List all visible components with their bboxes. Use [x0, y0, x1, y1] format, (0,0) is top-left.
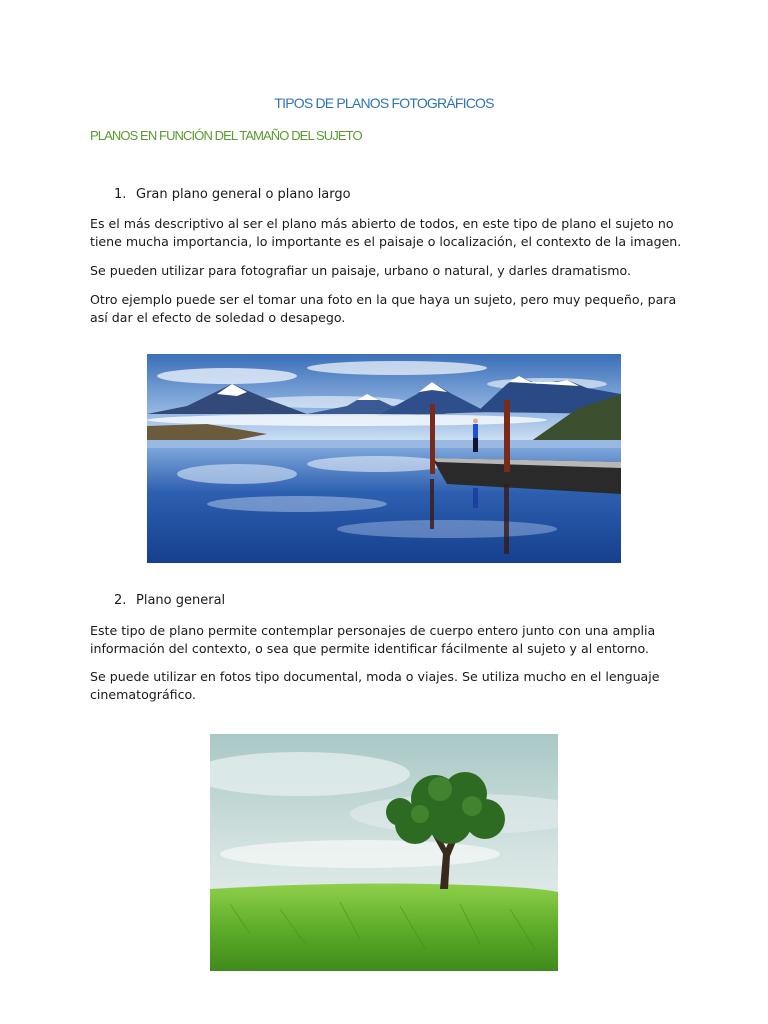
section-heading	[114, 593, 225, 608]
tree-field-photo	[210, 734, 558, 971]
document-subtitle: PLANOS EN FUNCIÓN DEL TAMAÑO DEL SUJETO	[90, 128, 362, 143]
document-title: TIPOS DE PLANOS FOTOGRÁFICOS	[274, 95, 494, 111]
section-heading-text: Plano general	[136, 593, 226, 608]
paragraph: Otro ejemplo puede ser el tomar una foto en la que haya un sujeto, pero muy pequeño, para así dar el efecto de soledad o desapego.	[90, 292, 677, 325]
section-number: 1.	[114, 187, 127, 202]
paragraph: Es el más descriptivo al ser el plano más abierto de todos, en este tipo de plano el sujeto no tiene mucha importancia, lo importante es el paisaje o localización, el contexto de la imagen.	[90, 216, 682, 249]
paragraph: Este tipo de plano permite contemplar personajes de cuerpo entero junto con una amplia información del contexto, o sea que permite identificar fácilmente al sujeto y al entorno.	[90, 623, 656, 656]
section-number: 2.	[114, 593, 127, 608]
paragraph: Se pueden utilizar para fotografiar un paisaje, urbano o natural, y darles dramatismo.	[90, 263, 632, 278]
paragraph: Se puede utilizar en fotos tipo documental, moda o viajes. Se utiliza mucho en el lenguaje cinematográfico.	[90, 669, 660, 702]
section-heading	[114, 187, 351, 202]
lake-mountain-photo	[147, 354, 621, 563]
section-heading-text: Gran plano general o plano largo	[136, 187, 351, 202]
